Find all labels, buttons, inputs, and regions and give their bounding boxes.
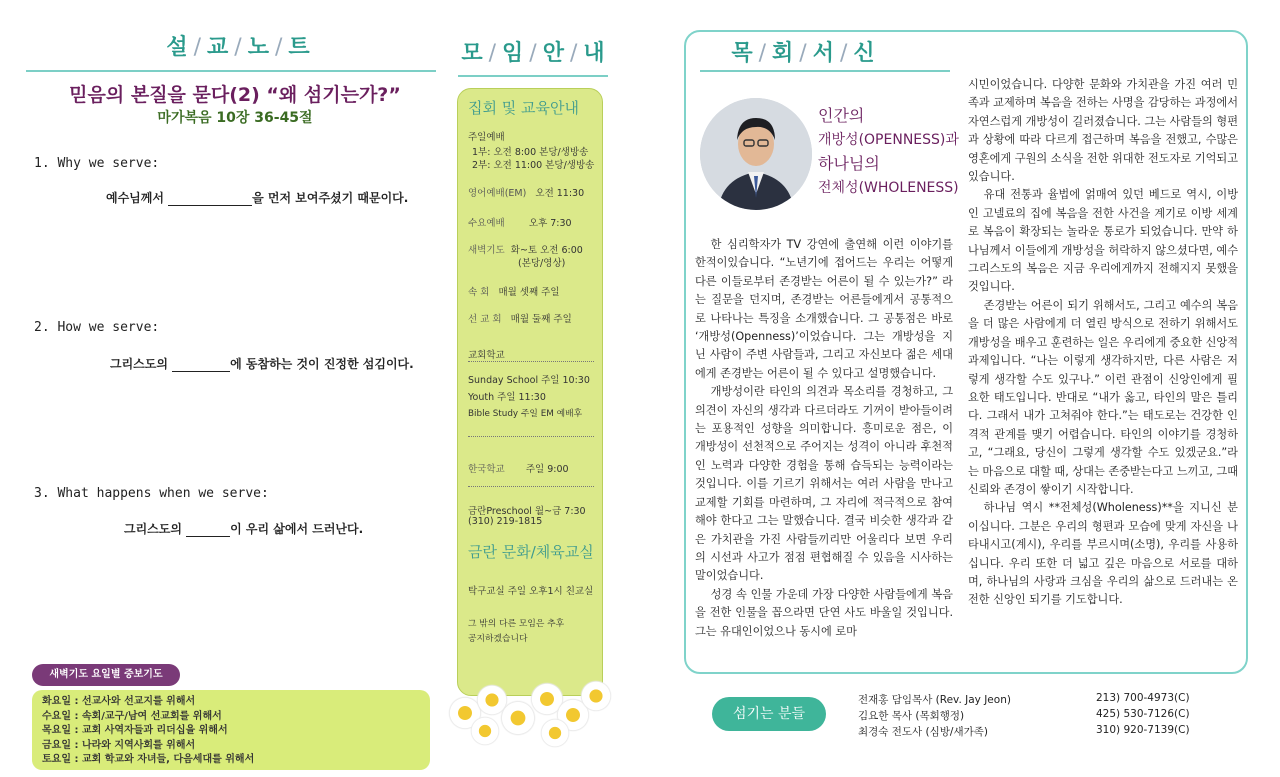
headline-line: 개방성(OPENNESS)과 xyxy=(818,132,959,148)
title-char: 안 xyxy=(542,41,568,66)
school-label: 교회학교 xyxy=(468,350,505,361)
row-value: 화~토 오전 6:00 xyxy=(510,245,583,256)
letter-headline xyxy=(818,104,968,200)
title-char: 신 xyxy=(853,41,879,66)
other-meetings: 공지하겠습니다 xyxy=(468,634,528,644)
english-service xyxy=(468,185,584,199)
divider xyxy=(458,75,608,77)
question-line xyxy=(124,520,363,537)
divider xyxy=(26,70,436,72)
culture-heading: 금란 문화/체육교실 xyxy=(468,543,594,561)
other-meetings: 그 밖의 다른 모임은 추후 xyxy=(468,619,565,629)
staff-phone: 213) 700-4973(C) xyxy=(1096,692,1190,704)
paragraph: 한 심리학자가 TV 강연에 출연해 이런 이야기를 한적이있습니다. “노년기에 접어드는 우리는 어떻게 다른 이들로부터 존경받는 어른이 될 수 있는가?” 라는 질문을 던지며, 존경받는 어른들에게서 공통적으로 나타나는 특징을 소개했습니다. 그 공통점은 바로 ‘개방성(Openness)’이었습니다. 그는 개방성을 지닌 사람이 주변 사람들과, 그리고 자신보다 젊은 세대에게 존경받는 어른이 될 수 있다고 설명했습니다. xyxy=(695,238,953,380)
question-line xyxy=(106,189,408,206)
staff-phone: 425) 530-7126(C) xyxy=(1096,708,1190,720)
question-heading: 2. How we serve: xyxy=(34,320,160,335)
staff-name: 최경숙 전도사 (심방/새가족) xyxy=(858,726,988,738)
dawn-prayer-list xyxy=(32,690,430,770)
question-text: 그리스도의 xyxy=(124,522,187,536)
question-heading: 3. What happens when we serve: xyxy=(34,486,269,501)
paragraph: 성경 속 인물 가운데 가장 다양한 사람들에게 복음을 전한 인물을 꼽으라면 단연 사도 바울일 것입니다. 그는 유대인이었으나 동시에 로마 xyxy=(695,587,953,638)
daisy-decoration-icon xyxy=(440,680,620,750)
paragraph: 개방성이란 타인의 의견과 목소리를 경청하고, 그 의견이 자신의 생각과 다르더라도 기꺼이 받아들이려는 포용적인 성향을 의미합니다. 흥미로운 점은, 이 개방성이 선천적으로 주어지는 성격이 아니라 후천적인 노력과 다양한 경험을 통해 습득되는 능력이라는 것입니다. 이를 기르기 위해서는 여러 사람을 만나고 교제할 기회를 마련하며, 그 자리에 적극적으로 참여해야 한다고 그는 말했습니다. 결국 비슷한 생각과 같은 가치관을 가진 사람들끼리만 어울리다 보면 우리의 시선과 사고가 점점 편협해질 수 있음을 시사하는 말이었습니다. xyxy=(695,385,953,583)
title-char: 교 xyxy=(207,35,233,60)
paragraph: 유대 전통과 율법에 얽매여 있던 베드로 역시, 이방인 고넬료의 집에 복음을 전한 사건을 계기로 이방 세계로 복음이 확장되는 놀라운 통로가 되었습니다. 만약 하나님께서 이들에게 개방성을 허락하지 않으셨다면, 예수 그리스도의 복음은 지금 우리에게까지 전해지지 못했을 것입니다. xyxy=(968,188,1238,294)
question-text: 예수님께서 xyxy=(106,191,169,205)
person-icon xyxy=(700,98,812,210)
preschool: 금란Preschool 월~금 7:30 xyxy=(468,506,586,517)
pastor-portrait xyxy=(700,98,812,210)
dotted-divider xyxy=(468,436,594,437)
question-text: 에 동참하는 것이 진정한 섬김이다. xyxy=(230,357,414,371)
korean-school xyxy=(468,461,569,475)
schedule-panel xyxy=(457,88,603,696)
title-char: 모 xyxy=(461,41,487,66)
question-heading: 1. Why we serve: xyxy=(34,156,160,171)
sunday-label: 주일예배 xyxy=(468,132,505,143)
youth: Youth 주일 11:30 xyxy=(468,392,546,403)
staff-name: 전재홍 담임목사 (Rev. Jay Jeon) xyxy=(858,694,1011,706)
dawn-place: (본당/영상) xyxy=(518,258,566,269)
list-item: 토요일 : 교회 학교와 자녀들, 다음세대를 위해서 xyxy=(42,754,255,766)
title-char: 서 xyxy=(812,41,838,66)
row-value: 주일 9:00 xyxy=(525,464,569,475)
list-item: 수요일 : 속회/교구/남여 선교회를 위해서 xyxy=(42,710,222,722)
question-text: 그리스도의 xyxy=(110,357,173,371)
title-char: 노 xyxy=(247,35,273,60)
row-label: 속 회 xyxy=(468,287,490,298)
title-char: 트 xyxy=(288,35,314,60)
dotted-divider xyxy=(468,486,594,487)
dawn-prayer-badge: 새벽기도 요일별 중보기도 xyxy=(32,664,180,686)
sunday-school: Sunday School 주일 10:30 xyxy=(468,375,590,386)
sermon-reference: 마가복음 10장 36-45절 xyxy=(157,110,313,126)
sermon-note-section-title: 설/교/노/트 xyxy=(166,35,314,60)
sunday-service-2: 2부: 오전 11:00 본당/생방송 xyxy=(472,160,595,171)
row-value: 오후 7:30 xyxy=(528,218,572,229)
preschool-phone: (310) 219-1815 xyxy=(468,516,543,527)
bible-study: Bible Study 주일 EM 예배후 xyxy=(468,409,583,419)
list-item: 화요일 : 선교사와 선교지를 위해서 xyxy=(42,696,196,707)
title-char: 회 xyxy=(772,41,798,66)
answer-blank[interactable] xyxy=(172,357,230,372)
schedule-heading: 집회 및 교육안내 xyxy=(468,99,579,117)
meetings-section-title: 모/임/안/내 xyxy=(461,41,609,66)
letter-column-1 xyxy=(695,236,953,641)
staff-badge: 섬기는 분들 xyxy=(712,697,826,731)
headline-line: 인간의 xyxy=(818,106,865,125)
row-label: 한국학교 xyxy=(468,464,505,475)
question-text: 을 먼저 보여주셨기 때문이다. xyxy=(252,191,409,205)
row-value: 오전 11:30 xyxy=(535,188,585,199)
staff-name: 김요한 목사 (목회행정) xyxy=(858,710,965,722)
row-label: 새벽기도 xyxy=(468,245,505,256)
row-value: 매월 둘째 주일 xyxy=(510,314,572,325)
sunday-service-1: 1부: 오전 8:00 본당/생방송 xyxy=(472,147,589,158)
letter-column-2 xyxy=(968,76,1238,610)
title-char: 임 xyxy=(502,41,528,66)
headline-line: 전체성(WHOLENESS) xyxy=(818,180,959,196)
question-line xyxy=(110,355,414,372)
title-char: 내 xyxy=(583,41,609,66)
sermon-title: 믿음의 본질을 묻다(2) “왜 섬기는가?” xyxy=(69,84,401,106)
sokhoe-row xyxy=(468,284,560,298)
wednesday-service xyxy=(468,215,572,229)
title-char: 설 xyxy=(166,35,192,60)
staff-phone: 310) 920-7139(C) xyxy=(1096,724,1190,736)
row-value: 매월 셋째 주일 xyxy=(498,287,560,298)
paragraph: 존경받는 어른이 되기 위해서도, 그리고 예수의 복음을 더 많은 사람에게 더 열린 방식으로 전하기 위해서도 개방성을 배우고 훈련하는 일은 우리에게 중요한 신앙적 과제입니다. “나는 이렇게 생각하지만, 다른 사람은 저렇게 생각할 수도 있구나.” 이런 관점이 신앙인에게 필요한 태도입니다. 반대로 “내가 옳고, 타인의 말은 틀리다. 그래서 내가 고쳐줘야 한다.”는 태도로는 건강한 인격적 관계를 맺기 어렵습니다. 타인의 이야기를 경청하고, “그래요, 당신이 그렇게 생각할 수도 있겠군요.”라는 마음으로 대할 때, 상대는 존중받는다고 느끼고, 그때 신뢰와 존경이 쌓이기 시작합니다. xyxy=(968,298,1238,496)
divider xyxy=(700,70,950,72)
list-item: 목요일 : 교회 사역자들과 리더십을 위해서 xyxy=(42,725,228,737)
answer-blank[interactable] xyxy=(186,522,230,537)
dotted-divider xyxy=(468,361,594,362)
row-label: 선 교 회 xyxy=(468,314,502,325)
paragraph: 시민이었습니다. 다양한 문화와 가치관을 가진 여러 민족과 교제하며 복음을 전하는 사명을 감당하는 과정에서 자연스럽게 개방성이 길러졌습니다. 그는 사람들의 형편과 상황에 따라 다르게 접근하며 복음을 전했고, 수많은 영혼에게 구원의 소식을 전한 위대한 전도자로 기억되고 있습니다. xyxy=(968,78,1238,184)
row-label: 수요예배 xyxy=(468,218,505,229)
mission-row xyxy=(468,311,572,325)
paragraph: 하나님 역시 **전체성(Wholeness)**을 지니신 분이십니다. 그분은 우리의 형편과 모습에 맞게 자신을 나타내시고(계시), 우리를 부르시며(소명), 우리를 사용하십니다. 우리 또한 더 넓고 깊은 마음으로 서로를 대하며, 하나님의 사랑과 크심을 우리의 삶으로 드러내는 온전한 신앙인 되기를 기도합니다. xyxy=(968,501,1238,607)
answer-blank[interactable] xyxy=(168,191,252,206)
pastor-letter-section-title: 목/회/서/신 xyxy=(731,41,879,66)
title-char: 목 xyxy=(731,41,757,66)
question-text: 이 우리 삶에서 드러난다. xyxy=(230,522,364,536)
list-item: 금요일 : 나라와 지역사회를 위해서 xyxy=(42,739,196,751)
dawn-service xyxy=(468,242,583,256)
headline-line: 하나님의 xyxy=(818,154,880,173)
table-tennis: 탁구교실 주일 오후1시 친교실 xyxy=(468,586,594,597)
row-label: 영어예배(EM) xyxy=(468,188,527,199)
